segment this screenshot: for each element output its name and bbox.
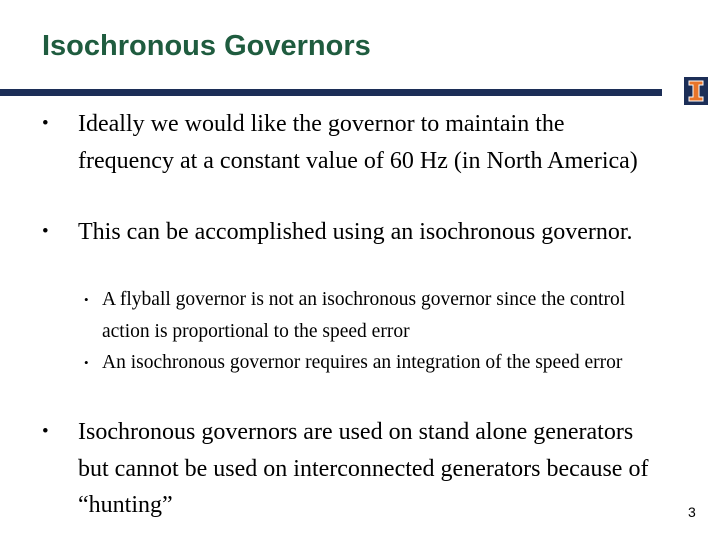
bullet-2-text: This can be accomplished using an isochronous governor. bbox=[78, 219, 633, 245]
sub-bullet-marker: • bbox=[84, 292, 89, 307]
bullet-marker: • bbox=[42, 221, 49, 242]
bullet-marker: • bbox=[42, 421, 49, 442]
bullet-1-text: Ideally we would like the governor to maintain the frequency at a constant value of 60 Hz (in North America) bbox=[78, 111, 638, 174]
slide-title: Isochronous Governors bbox=[42, 30, 371, 62]
sub-bullet-marker: • bbox=[84, 355, 89, 370]
sub-bullet-1-text: A flyball governor is not an isochronous governor since the control action is proportional to the speed error bbox=[102, 289, 626, 342]
bullet-3-text: Isochronous governors are used on stand alone generators but cannot be used on interconnected generators because of “hunting” bbox=[78, 419, 649, 518]
sub-bullet-2-text: An isochronous governor requires an integration of the speed error bbox=[102, 352, 623, 373]
bullet-marker: • bbox=[42, 113, 49, 134]
page-number: 3 bbox=[688, 504, 696, 520]
